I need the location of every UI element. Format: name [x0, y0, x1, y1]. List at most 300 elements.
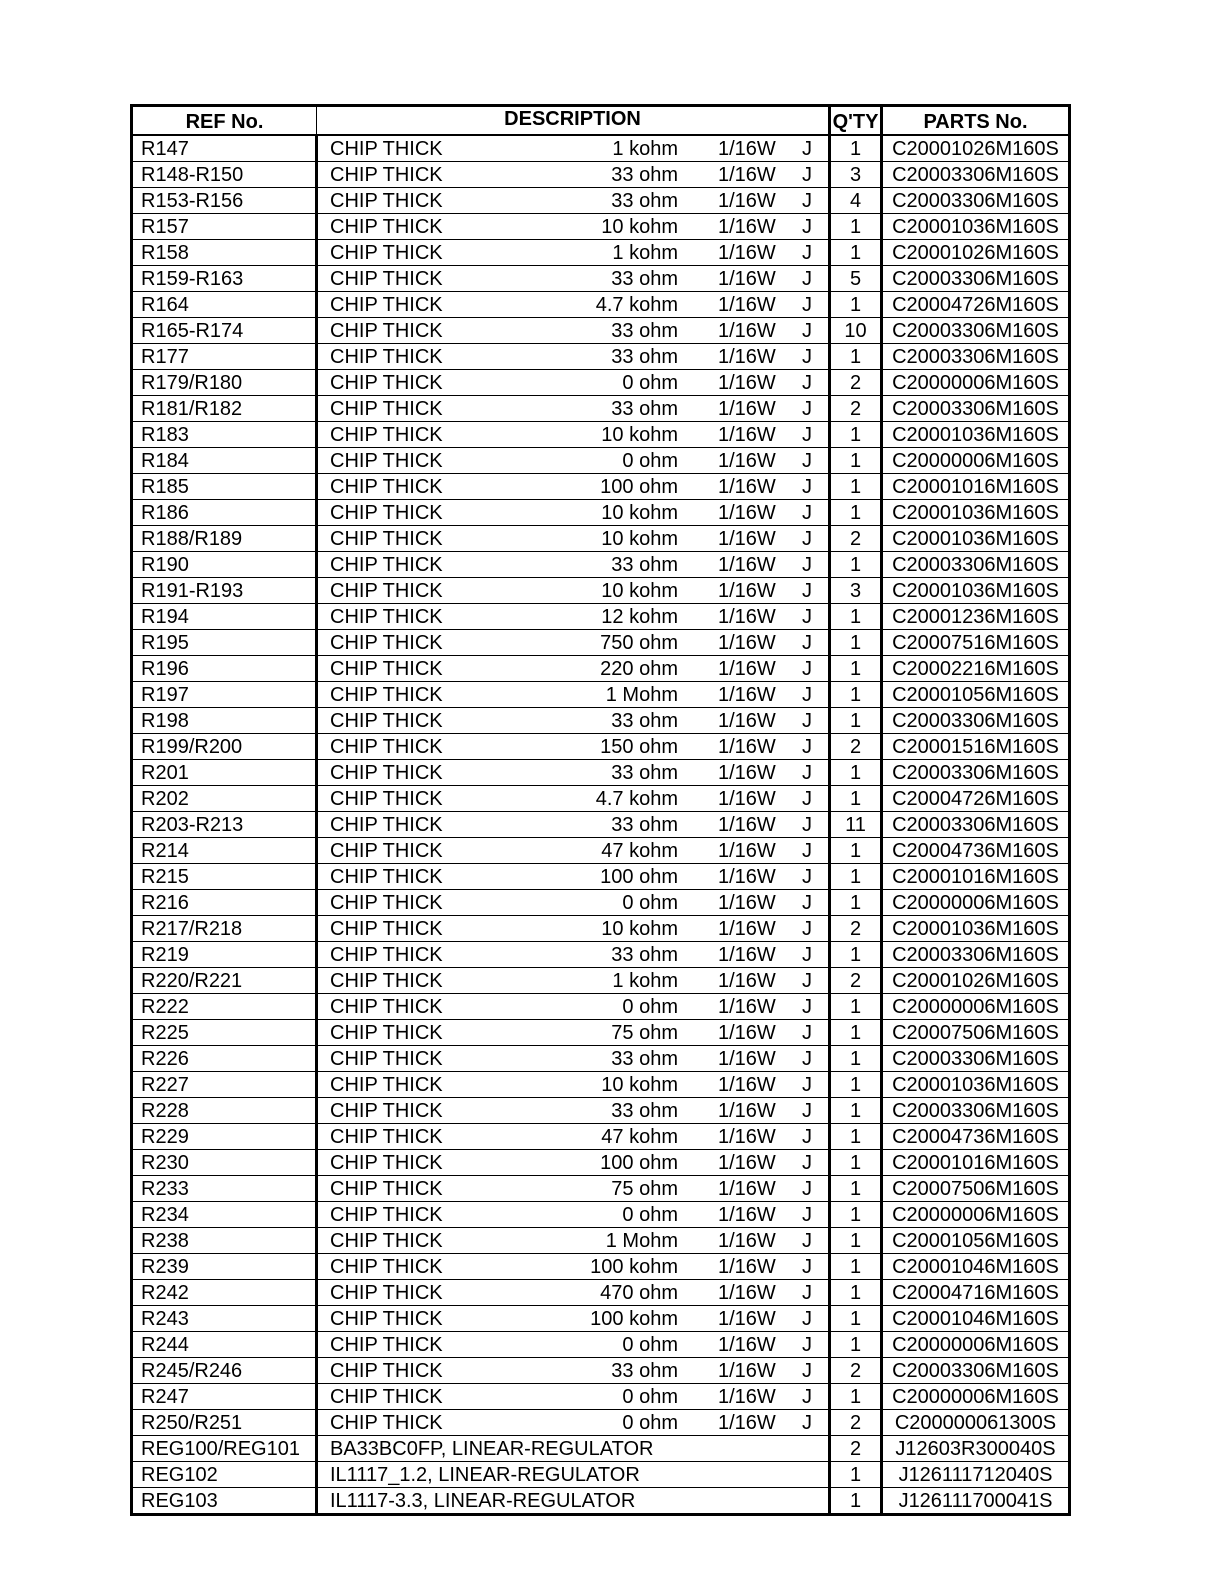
resistance-value: 75 ohm	[611, 1177, 678, 1200]
qty-cell: 1	[830, 448, 882, 474]
component-type: CHIP THICK	[330, 1359, 443, 1382]
description-cell	[317, 1384, 830, 1410]
description-text: IL1117_1.2, LINEAR-REGULATOR	[330, 1463, 640, 1486]
table-row	[132, 162, 1070, 188]
resistance-value: 0 ohm	[622, 371, 678, 394]
qty-cell: 1	[830, 1228, 882, 1254]
parts-no-cell: C20001036M160S	[882, 578, 1070, 604]
component-type: CHIP THICK	[330, 943, 443, 966]
qty-cell: 2	[830, 396, 882, 422]
component-type: CHIP THICK	[330, 605, 443, 628]
tolerance-code: J	[802, 1307, 812, 1330]
ref-no-cell: R183	[132, 422, 317, 448]
component-type: CHIP THICK	[330, 527, 443, 550]
table-row	[132, 864, 1070, 890]
parts-no-cell: J126111700041S	[882, 1488, 1070, 1515]
description-cell	[317, 578, 830, 604]
parts-no-cell: C20002216M160S	[882, 656, 1070, 682]
description-cell	[317, 1358, 830, 1384]
parts-no-cell: C20001056M160S	[882, 682, 1070, 708]
qty-cell: 1	[830, 1488, 882, 1515]
qty-cell: 1	[830, 1280, 882, 1306]
power-rating: 1/16W	[718, 761, 776, 784]
tolerance-code: J	[802, 1125, 812, 1148]
component-type: CHIP THICK	[330, 163, 443, 186]
resistance-value: 1 kohm	[612, 137, 678, 160]
table-row	[132, 708, 1070, 734]
qty-cell: 1	[830, 1150, 882, 1176]
power-rating: 1/16W	[718, 293, 776, 316]
resistance-value: 220 ohm	[600, 657, 678, 680]
ref-no-cell: R216	[132, 890, 317, 916]
parts-no-cell: C20004716M160S	[882, 1280, 1070, 1306]
qty-cell: 1	[830, 1072, 882, 1098]
table-row	[132, 318, 1070, 344]
table-row	[132, 578, 1070, 604]
tolerance-code: J	[802, 215, 812, 238]
component-type: CHIP THICK	[330, 371, 443, 394]
resistance-value: 33 ohm	[611, 319, 678, 342]
qty-cell: 1	[830, 552, 882, 578]
parts-no-cell: C20003306M160S	[882, 1098, 1070, 1124]
resistance-value: 33 ohm	[611, 345, 678, 368]
resistance-value: 0 ohm	[622, 1385, 678, 1408]
table-row	[132, 474, 1070, 500]
ref-no-cell: R190	[132, 552, 317, 578]
component-type: CHIP THICK	[330, 657, 443, 680]
ref-no-cell: R238	[132, 1228, 317, 1254]
parts-no-cell: C20003306M160S	[882, 708, 1070, 734]
component-type: CHIP THICK	[330, 449, 443, 472]
resistance-value: 10 kohm	[601, 917, 678, 940]
description-cell	[317, 1462, 830, 1488]
parts-no-cell: C20001026M160S	[882, 135, 1070, 162]
qty-cell: 1	[830, 1332, 882, 1358]
component-type: CHIP THICK	[330, 1333, 443, 1356]
ref-no-cell: R191-R193	[132, 578, 317, 604]
tolerance-code: J	[802, 891, 812, 914]
parts-no-cell: C20003306M160S	[882, 552, 1070, 578]
power-rating: 1/16W	[718, 1203, 776, 1226]
parts-no-cell: C20000006M160S	[882, 1384, 1070, 1410]
description-cell	[317, 838, 830, 864]
power-rating: 1/16W	[718, 1177, 776, 1200]
description-cell	[317, 890, 830, 916]
ref-no-cell: R203-R213	[132, 812, 317, 838]
description-cell	[317, 760, 830, 786]
component-type: CHIP THICK	[330, 423, 443, 446]
component-type: CHIP THICK	[330, 813, 443, 836]
power-rating: 1/16W	[718, 735, 776, 758]
power-rating: 1/16W	[718, 865, 776, 888]
qty-cell: 1	[830, 240, 882, 266]
table-row	[132, 344, 1070, 370]
power-rating: 1/16W	[718, 501, 776, 524]
qty-cell: 1	[830, 786, 882, 812]
resistance-value: 10 kohm	[601, 527, 678, 550]
description-cell	[317, 734, 830, 760]
qty-cell: 1	[830, 604, 882, 630]
resistance-value: 100 ohm	[600, 475, 678, 498]
ref-no-cell: R198	[132, 708, 317, 734]
ref-no-cell: R199/R200	[132, 734, 317, 760]
tolerance-code: J	[802, 293, 812, 316]
ref-no-cell: REG103	[132, 1488, 317, 1515]
description-cell	[317, 1072, 830, 1098]
resistance-value: 470 ohm	[600, 1281, 678, 1304]
component-type: CHIP THICK	[330, 501, 443, 524]
ref-no-cell: R194	[132, 604, 317, 630]
ref-no-cell: R226	[132, 1046, 317, 1072]
power-rating: 1/16W	[718, 1411, 776, 1434]
qty-cell: 1	[830, 942, 882, 968]
ref-no-cell: R227	[132, 1072, 317, 1098]
description-cell	[317, 1228, 830, 1254]
ref-no-cell: R201	[132, 760, 317, 786]
table-row	[132, 1306, 1070, 1332]
component-type: CHIP THICK	[330, 787, 443, 810]
description-cell	[317, 1488, 830, 1515]
resistance-value: 10 kohm	[601, 1073, 678, 1096]
tolerance-code: J	[802, 1099, 812, 1122]
component-type: CHIP THICK	[330, 1281, 443, 1304]
table-row	[132, 500, 1070, 526]
parts-no-cell: C20001036M160S	[882, 422, 1070, 448]
qty-cell: 1	[830, 656, 882, 682]
power-rating: 1/16W	[718, 319, 776, 342]
qty-cell: 1	[830, 1020, 882, 1046]
description-cell	[317, 1202, 830, 1228]
qty-cell: 1	[830, 214, 882, 240]
parts-no-cell: C20001046M160S	[882, 1254, 1070, 1280]
table-row	[132, 1072, 1070, 1098]
description-cell	[317, 500, 830, 526]
tolerance-code: J	[802, 969, 812, 992]
parts-no-cell: C20003306M160S	[882, 760, 1070, 786]
qty-cell: 1	[830, 1124, 882, 1150]
description-cell	[317, 135, 830, 162]
component-type: CHIP THICK	[330, 241, 443, 264]
description-cell	[317, 1020, 830, 1046]
component-type: CHIP THICK	[330, 1255, 443, 1278]
description-cell	[317, 708, 830, 734]
tolerance-code: J	[802, 397, 812, 420]
component-type: CHIP THICK	[330, 215, 443, 238]
tolerance-code: J	[802, 1203, 812, 1226]
component-type: CHIP THICK	[330, 345, 443, 368]
component-type: CHIP THICK	[330, 891, 443, 914]
resistance-value: 0 ohm	[622, 891, 678, 914]
tolerance-code: J	[802, 241, 812, 264]
component-type: CHIP THICK	[330, 1073, 443, 1096]
component-type: CHIP THICK	[330, 839, 443, 862]
qty-cell: 1	[830, 708, 882, 734]
qty-cell: 1	[830, 1098, 882, 1124]
tolerance-code: J	[802, 345, 812, 368]
parts-no-cell: C20004726M160S	[882, 292, 1070, 318]
description-cell	[317, 266, 830, 292]
tolerance-code: J	[802, 1229, 812, 1252]
table-row	[132, 786, 1070, 812]
description-cell	[317, 916, 830, 942]
description-text: BA33BC0FP, LINEAR-REGULATOR	[330, 1437, 654, 1460]
description-cell	[317, 162, 830, 188]
resistance-value: 47 kohm	[601, 1125, 678, 1148]
tolerance-code: J	[802, 917, 812, 940]
table-row	[132, 1046, 1070, 1072]
description-cell	[317, 864, 830, 890]
tolerance-code: J	[802, 813, 812, 836]
resistance-value: 33 ohm	[611, 1099, 678, 1122]
tolerance-code: J	[802, 1359, 812, 1382]
tolerance-code: J	[802, 527, 812, 550]
description-cell	[317, 994, 830, 1020]
tolerance-code: J	[802, 865, 812, 888]
resistance-value: 0 ohm	[622, 995, 678, 1018]
ref-no-cell: R247	[132, 1384, 317, 1410]
parts-no-cell: C20001056M160S	[882, 1228, 1070, 1254]
tolerance-code: J	[802, 1047, 812, 1070]
table-row	[132, 890, 1070, 916]
ref-no-cell: R233	[132, 1176, 317, 1202]
resistance-value: 75 ohm	[611, 1021, 678, 1044]
component-type: CHIP THICK	[330, 761, 443, 784]
parts-no-cell: C20001026M160S	[882, 240, 1070, 266]
power-rating: 1/16W	[718, 345, 776, 368]
description-cell	[317, 1098, 830, 1124]
parts-no-cell: C20001036M160S	[882, 214, 1070, 240]
qty-cell: 3	[830, 578, 882, 604]
header-qty: Q'TY	[830, 106, 882, 136]
qty-cell: 5	[830, 266, 882, 292]
tolerance-code: J	[802, 1333, 812, 1356]
ref-no-cell: R148-R150	[132, 162, 317, 188]
qty-cell: 1	[830, 630, 882, 656]
parts-no-cell: C20001036M160S	[882, 1072, 1070, 1098]
qty-cell: 1	[830, 135, 882, 162]
parts-no-cell: J126111712040S	[882, 1462, 1070, 1488]
tolerance-code: J	[802, 1281, 812, 1304]
power-rating: 1/16W	[718, 215, 776, 238]
ref-no-cell: REG100/REG101	[132, 1436, 317, 1462]
tolerance-code: J	[802, 475, 812, 498]
parts-no-cell: C20000006M160S	[882, 890, 1070, 916]
parts-no-cell: C20000006M160S	[882, 448, 1070, 474]
table-row	[132, 1228, 1070, 1254]
component-type: CHIP THICK	[330, 293, 443, 316]
power-rating: 1/16W	[718, 657, 776, 680]
description-cell	[317, 656, 830, 682]
tolerance-code: J	[802, 1073, 812, 1096]
power-rating: 1/16W	[718, 1047, 776, 1070]
description-cell	[317, 422, 830, 448]
table-row	[132, 630, 1070, 656]
power-rating: 1/16W	[718, 995, 776, 1018]
table-row	[132, 135, 1070, 162]
qty-cell: 1	[830, 1254, 882, 1280]
table-row	[132, 656, 1070, 682]
resistance-value: 33 ohm	[611, 1047, 678, 1070]
power-rating: 1/16W	[718, 527, 776, 550]
resistance-value: 33 ohm	[611, 813, 678, 836]
ref-no-cell: R147	[132, 135, 317, 162]
description-cell	[317, 1280, 830, 1306]
resistance-value: 4.7 kohm	[595, 787, 678, 810]
qty-cell: 1	[830, 760, 882, 786]
qty-cell: 11	[830, 812, 882, 838]
parts-no-cell: C20007516M160S	[882, 630, 1070, 656]
ref-no-cell: R184	[132, 448, 317, 474]
parts-no-cell: C20001016M160S	[882, 474, 1070, 500]
component-type: CHIP THICK	[330, 397, 443, 420]
description-cell	[317, 344, 830, 370]
ref-no-cell: R242	[132, 1280, 317, 1306]
tolerance-code: J	[802, 943, 812, 966]
tolerance-code: J	[802, 371, 812, 394]
table-row	[132, 526, 1070, 552]
table-row	[132, 812, 1070, 838]
description-cell	[317, 292, 830, 318]
tolerance-code: J	[802, 657, 812, 680]
component-type: CHIP THICK	[330, 683, 443, 706]
resistance-value: 33 ohm	[611, 709, 678, 732]
ref-no-cell: R185	[132, 474, 317, 500]
qty-cell: 1	[830, 422, 882, 448]
tolerance-code: J	[802, 553, 812, 576]
ref-no-cell: R195	[132, 630, 317, 656]
power-rating: 1/16W	[718, 917, 776, 940]
header-ref-no: REF No.	[132, 106, 317, 136]
component-type: CHIP THICK	[330, 319, 443, 342]
description-cell	[317, 474, 830, 500]
table-row	[132, 1098, 1070, 1124]
table-row	[132, 1358, 1070, 1384]
description-cell	[317, 448, 830, 474]
ref-no-cell: R215	[132, 864, 317, 890]
power-rating: 1/16W	[718, 709, 776, 732]
table-row	[132, 448, 1070, 474]
resistance-value: 33 ohm	[611, 553, 678, 576]
parts-no-cell: C20000006M160S	[882, 370, 1070, 396]
ref-no-cell: R188/R189	[132, 526, 317, 552]
qty-cell: 2	[830, 370, 882, 396]
qty-cell: 2	[830, 526, 882, 552]
parts-list-table	[130, 104, 1071, 1516]
resistance-value: 150 ohm	[600, 735, 678, 758]
description-cell	[317, 1254, 830, 1280]
resistance-value: 0 ohm	[622, 449, 678, 472]
qty-cell: 1	[830, 1306, 882, 1332]
ref-no-cell: R230	[132, 1150, 317, 1176]
tolerance-code: J	[802, 1151, 812, 1174]
power-rating: 1/16W	[718, 1333, 776, 1356]
description-cell	[317, 552, 830, 578]
component-type: CHIP THICK	[330, 475, 443, 498]
ref-no-cell: R179/R180	[132, 370, 317, 396]
table-row	[132, 916, 1070, 942]
ref-no-cell: R239	[132, 1254, 317, 1280]
ref-no-cell: R153-R156	[132, 188, 317, 214]
power-rating: 1/16W	[718, 787, 776, 810]
power-rating: 1/16W	[718, 137, 776, 160]
description-cell	[317, 1436, 830, 1462]
table-row	[132, 968, 1070, 994]
component-type: CHIP THICK	[330, 1411, 443, 1434]
description-cell	[317, 240, 830, 266]
resistance-value: 1 Mohm	[605, 1229, 678, 1252]
description-cell	[317, 370, 830, 396]
description-cell	[317, 1046, 830, 1072]
power-rating: 1/16W	[718, 1281, 776, 1304]
description-cell	[317, 682, 830, 708]
table-row	[132, 1176, 1070, 1202]
parts-no-cell: C20004736M160S	[882, 1124, 1070, 1150]
component-type: CHIP THICK	[330, 1021, 443, 1044]
parts-no-cell: C20001036M160S	[882, 526, 1070, 552]
description-cell	[317, 812, 830, 838]
parts-no-cell: C20003306M160S	[882, 162, 1070, 188]
power-rating: 1/16W	[718, 605, 776, 628]
resistance-value: 100 kohm	[590, 1307, 678, 1330]
tolerance-code: J	[802, 761, 812, 784]
table-row	[132, 422, 1070, 448]
parts-no-cell: J12603R300040S	[882, 1436, 1070, 1462]
parts-no-cell: C20001016M160S	[882, 1150, 1070, 1176]
component-type: CHIP THICK	[330, 735, 443, 758]
ref-no-cell: R250/R251	[132, 1410, 317, 1436]
resistance-value: 33 ohm	[611, 189, 678, 212]
power-rating: 1/16W	[718, 1229, 776, 1252]
power-rating: 1/16W	[718, 943, 776, 966]
table-row	[132, 1020, 1070, 1046]
resistance-value: 10 kohm	[601, 215, 678, 238]
table-row	[132, 1384, 1070, 1410]
parts-no-cell: C20000006M160S	[882, 1202, 1070, 1228]
table-row	[132, 1436, 1070, 1462]
ref-no-cell: R220/R221	[132, 968, 317, 994]
qty-cell: 1	[830, 838, 882, 864]
ref-no-cell: R197	[132, 682, 317, 708]
table-row	[132, 942, 1070, 968]
parts-no-cell: C200000061300S	[882, 1410, 1070, 1436]
resistance-value: 1 kohm	[612, 969, 678, 992]
ref-no-cell: REG102	[132, 1462, 317, 1488]
ref-no-cell: R243	[132, 1306, 317, 1332]
parts-no-cell: C20000006M160S	[882, 1332, 1070, 1358]
header-description: DESCRIPTION	[317, 106, 830, 136]
power-rating: 1/16W	[718, 1359, 776, 1382]
table-row	[132, 188, 1070, 214]
tolerance-code: J	[802, 995, 812, 1018]
table-row	[132, 1202, 1070, 1228]
resistance-value: 4.7 kohm	[595, 293, 678, 316]
description-cell	[317, 942, 830, 968]
ref-no-cell: R244	[132, 1332, 317, 1358]
component-type: CHIP THICK	[330, 137, 443, 160]
tolerance-code: J	[802, 787, 812, 810]
power-rating: 1/16W	[718, 267, 776, 290]
description-cell	[317, 526, 830, 552]
resistance-value: 1 kohm	[612, 241, 678, 264]
parts-no-cell: C20001036M160S	[882, 916, 1070, 942]
power-rating: 1/16W	[718, 449, 776, 472]
parts-no-cell: C20001016M160S	[882, 864, 1070, 890]
tolerance-code: J	[802, 1021, 812, 1044]
tolerance-code: J	[802, 735, 812, 758]
component-type: CHIP THICK	[330, 553, 443, 576]
header-parts-no: PARTS No.	[882, 106, 1070, 136]
tolerance-code: J	[802, 163, 812, 186]
